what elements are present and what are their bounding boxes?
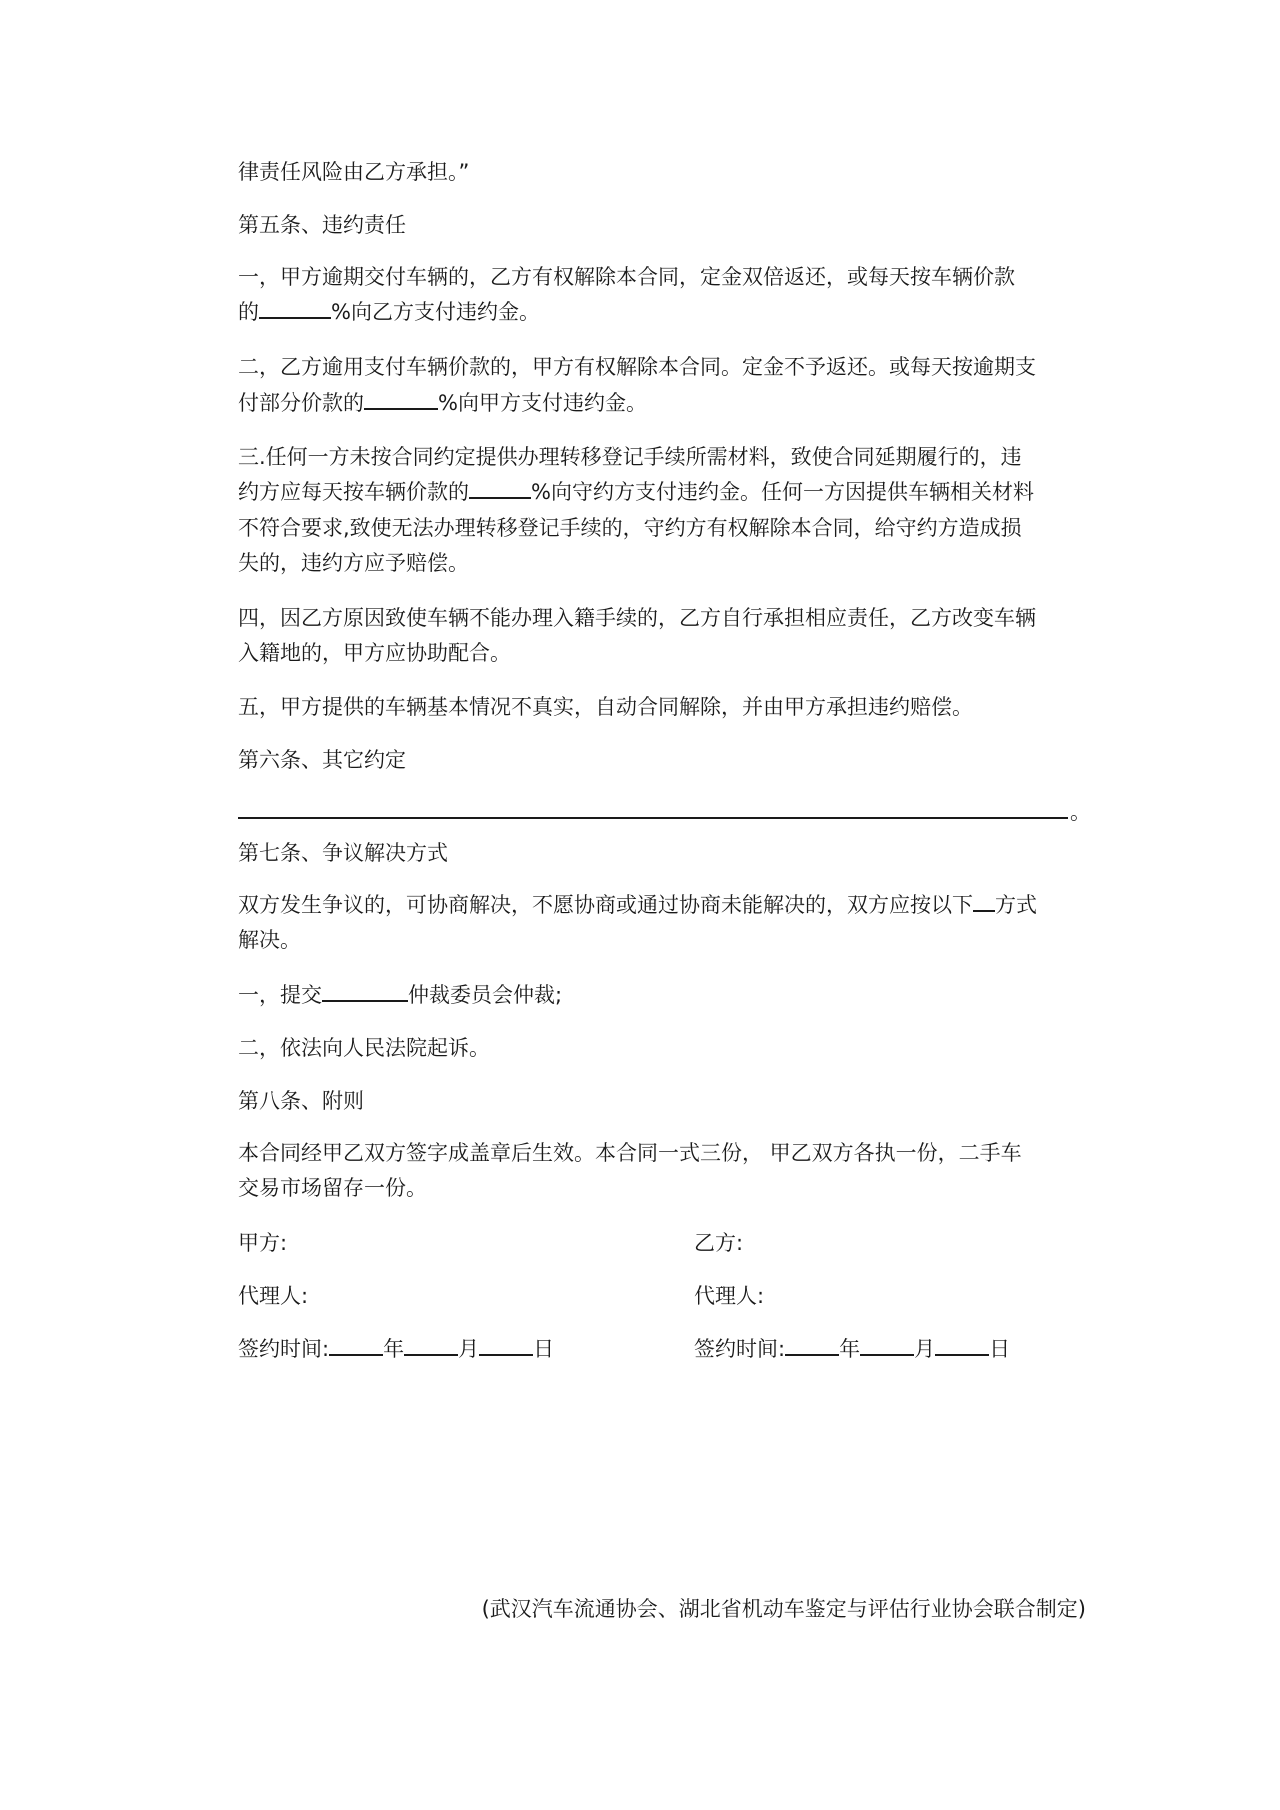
blank-field bbox=[860, 1334, 914, 1356]
sign-time-label: 签约时间: bbox=[238, 1337, 330, 1361]
day-label: 日 bbox=[989, 1337, 1011, 1361]
option1-post: 仲裁委员会仲裁; bbox=[408, 983, 563, 1007]
year-label: 年 bbox=[839, 1337, 861, 1361]
month-label: 月 bbox=[914, 1337, 936, 1361]
other-terms-end: 。 bbox=[1070, 800, 1091, 824]
article5-clause3-line4: 失的，违约方应予赔偿。 bbox=[238, 551, 469, 575]
year-label: 年 bbox=[383, 1337, 405, 1361]
blank-field bbox=[973, 890, 995, 912]
article5-clause1-line2 bbox=[238, 297, 540, 327]
blank-field bbox=[785, 1334, 839, 1356]
article7-option2: 二，依法向人民法院起诉。 bbox=[238, 1036, 490, 1060]
blank-field bbox=[479, 1334, 533, 1356]
day-label: 日 bbox=[533, 1337, 555, 1361]
clause2-pre: 付部分价款的 bbox=[238, 391, 364, 415]
article8-line2: 交易市场留存一份。 bbox=[238, 1176, 427, 1200]
article5-clause1-line1: 一，甲方逾期交付车辆的，乙方有权解除本合同，定金双倍返还，或每天按车辆价款 bbox=[238, 265, 1015, 289]
party-b-agent-label: 代理人: bbox=[694, 1284, 765, 1308]
blank-field bbox=[404, 1334, 458, 1356]
party-b-label: 乙方: bbox=[694, 1231, 744, 1255]
party-b-sign-date bbox=[694, 1334, 1010, 1364]
sign-time-label: 签约时间: bbox=[694, 1337, 786, 1361]
article7-line1 bbox=[238, 890, 1037, 920]
other-terms-blank bbox=[238, 817, 1068, 819]
footer-credit: (武汉汽车流通协会、湖北省机动车鉴定与评估行业协会联合制定) bbox=[481, 1597, 1086, 1621]
article5-clause3-line2 bbox=[238, 477, 1034, 507]
article7-line1-post: 方式 bbox=[995, 893, 1037, 917]
blank-field bbox=[322, 980, 408, 1002]
article8-title: 第八条、附则 bbox=[238, 1089, 364, 1113]
article5-clause4-line2: 入籍地的，甲方应协助配合。 bbox=[238, 641, 511, 665]
clause3-post: %向守约方支付违约金。任何一方因提供车辆相关材料 bbox=[531, 480, 1034, 504]
clause1-post: %向乙方支付违约金。 bbox=[331, 300, 540, 324]
article5-clause4-line1: 四，因乙方原因致使车辆不能办理入籍手续的，乙方自行承担相应责任，乙方改变车辆 bbox=[238, 606, 1036, 630]
clause1-pre: 的 bbox=[238, 300, 259, 324]
article5-clause3-line3: 不符合要求,致使无法办理转移登记手续的，守约方有权解除本合同，给守约方造成损 bbox=[238, 516, 1022, 540]
blank-field bbox=[364, 388, 438, 410]
clause3-pre: 约方应每天按车辆价款的 bbox=[238, 480, 469, 504]
month-label: 月 bbox=[458, 1337, 480, 1361]
party-a-agent-label: 代理人: bbox=[238, 1284, 309, 1308]
clause2-post: %向甲方支付违约金。 bbox=[438, 391, 647, 415]
article5-clause3-line1: 三.任何一方未按合同约定提供办理转移登记手续所需材料，致使合同延期履行的，违 bbox=[238, 445, 1022, 469]
article7-option1 bbox=[238, 980, 562, 1010]
article8-line1: 本合同经甲乙双方签字成盖章后生效。本合同一式三份， 甲乙双方各执一份，二手车 bbox=[238, 1141, 1022, 1165]
party-a-label: 甲方: bbox=[238, 1231, 288, 1255]
blank-field bbox=[259, 297, 331, 319]
article7-line2: 解决。 bbox=[238, 928, 301, 952]
article7-title: 第七条、争议解决方式 bbox=[238, 841, 448, 865]
continuation-text: 律责任风险由乙方承担。” bbox=[238, 160, 470, 184]
blank-field bbox=[469, 477, 531, 499]
article6-title: 第六条、其它约定 bbox=[238, 748, 406, 772]
blank-field bbox=[935, 1334, 989, 1356]
article5-clause5: 五，甲方提供的车辆基本情况不真实，自动合同解除，并由甲方承担违约赔偿。 bbox=[238, 695, 973, 719]
article7-line1-pre: 双方发生争议的，可协商解决，不愿协商或通过协商未能解决的，双方应按以下 bbox=[238, 893, 973, 917]
blank-field bbox=[329, 1334, 383, 1356]
party-a-sign-date bbox=[238, 1334, 554, 1364]
article5-title: 第五条、违约责任 bbox=[238, 213, 406, 237]
option1-pre: 一，提交 bbox=[238, 983, 322, 1007]
article5-clause2-line1: 二，乙方逾用支付车辆价款的，甲方有权解除本合同。定金不予返还。或每天按逾期支 bbox=[238, 355, 1036, 379]
article5-clause2-line2 bbox=[238, 388, 647, 418]
